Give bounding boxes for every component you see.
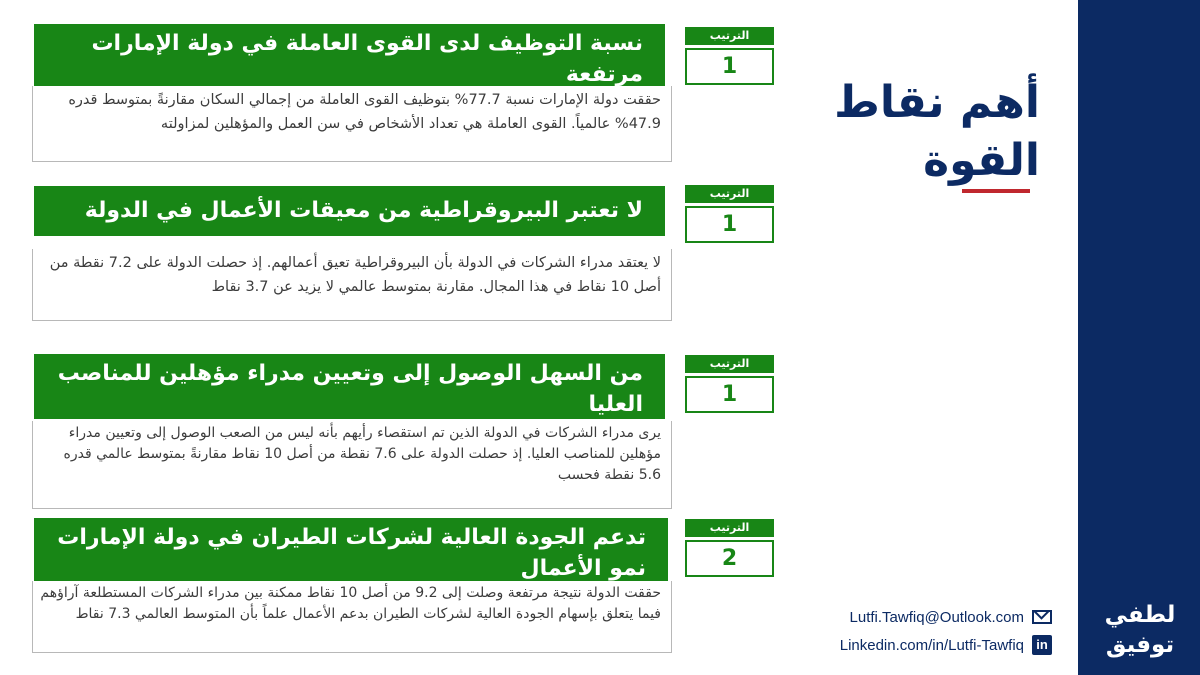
strength-description-3: يرى مدراء الشركات في الدولة الذين تم استقصاء رأيهم بأنه ليس من الصعب الوصول إلى وتعيين مدراء مؤهلين للمناصب العليا. إذ حصلت الدولة على 7.6 نقطة من أصل 10 نقاط مقارنةً بمتوسط عالمي قدره 5.6 نقطة فحسب <box>32 421 672 509</box>
brand-last-name: توفيق <box>1105 632 1175 658</box>
strength-description-2: لا يعتقد مدراء الشركات في الدولة بأن البيروقراطية تعيق أعمالهم. إذ حصلت الدولة على 7.2 نقطة من أصل 10 نقاط في هذا المجال. مقارنة بمتوسط عالمي لا يزيد عن 3.7 نقاط <box>32 249 672 321</box>
rank-value-3: 1 <box>685 376 774 413</box>
rank-value-1: 1 <box>685 48 774 85</box>
brand-name <box>1090 600 1190 660</box>
rank-box-4 <box>685 519 774 577</box>
title-underline <box>962 189 1030 193</box>
strength-heading-3: من السهل الوصول إلى وتعيين مدراء مؤهلين للمناصب العليا <box>34 354 665 419</box>
envelope-icon <box>1032 610 1052 624</box>
rank-box-2 <box>685 185 774 243</box>
strength-heading-4: تدعم الجودة العالية لشركات الطيران في دولة الإمارات نمو الأعمال <box>34 518 668 581</box>
strength-description-1: حققت دولة الإمارات نسبة 77.7% بتوظيف القوى العاملة من إجمالي السكان مقارنةً بمتوسط قدره 47.9% عالمياً. القوى العاملة هي تعداد الأشخاص في سن العمل والمؤهلين لمزاولته <box>32 86 672 162</box>
strength-heading-2: لا تعتبر البيروقراطية من معيقات الأعمال في الدولة <box>34 186 665 236</box>
rank-label-3: الترتيب <box>685 355 774 373</box>
contact-linkedin[interactable] <box>820 634 1052 656</box>
rank-label-1: الترتيب <box>685 27 774 45</box>
strength-description-4: حققت الدولة نتيجة مرتفعة وصلت إلى 9.2 من أصل 10 نقاط ممكنة بين مدراء الشركات المستطلعة آراؤهم فيما يتعلق بإسهام الجودة العالية لشركات الطيران بدعم الأعمال علماً بأن المتوسط العالمي 7.3 نقاط <box>32 581 672 653</box>
email-text[interactable]: Lutfi.Tawfiq@Outlook.com <box>849 608 1024 626</box>
rank-box-1 <box>685 27 774 85</box>
rank-box-3 <box>685 355 774 413</box>
strength-heading-1: نسبة التوظيف لدى القوى العاملة في دولة الإمارات مرتفعة <box>34 24 665 86</box>
brand-sidebar <box>1078 0 1200 675</box>
rank-label-4: الترتيب <box>685 519 774 537</box>
rank-value-2: 1 <box>685 206 774 243</box>
page-title: أهم نقاط القوة <box>834 77 1040 186</box>
contact-email[interactable] <box>820 606 1052 628</box>
rank-label-2: الترتيب <box>685 185 774 203</box>
brand-first-name: لطفي <box>1104 602 1176 628</box>
linkedin-text[interactable]: Linkedin.com/in/Lutfi-Tawfiq <box>839 636 1024 654</box>
linkedin-icon: in <box>1032 635 1052 655</box>
rank-value-4: 2 <box>685 540 774 577</box>
